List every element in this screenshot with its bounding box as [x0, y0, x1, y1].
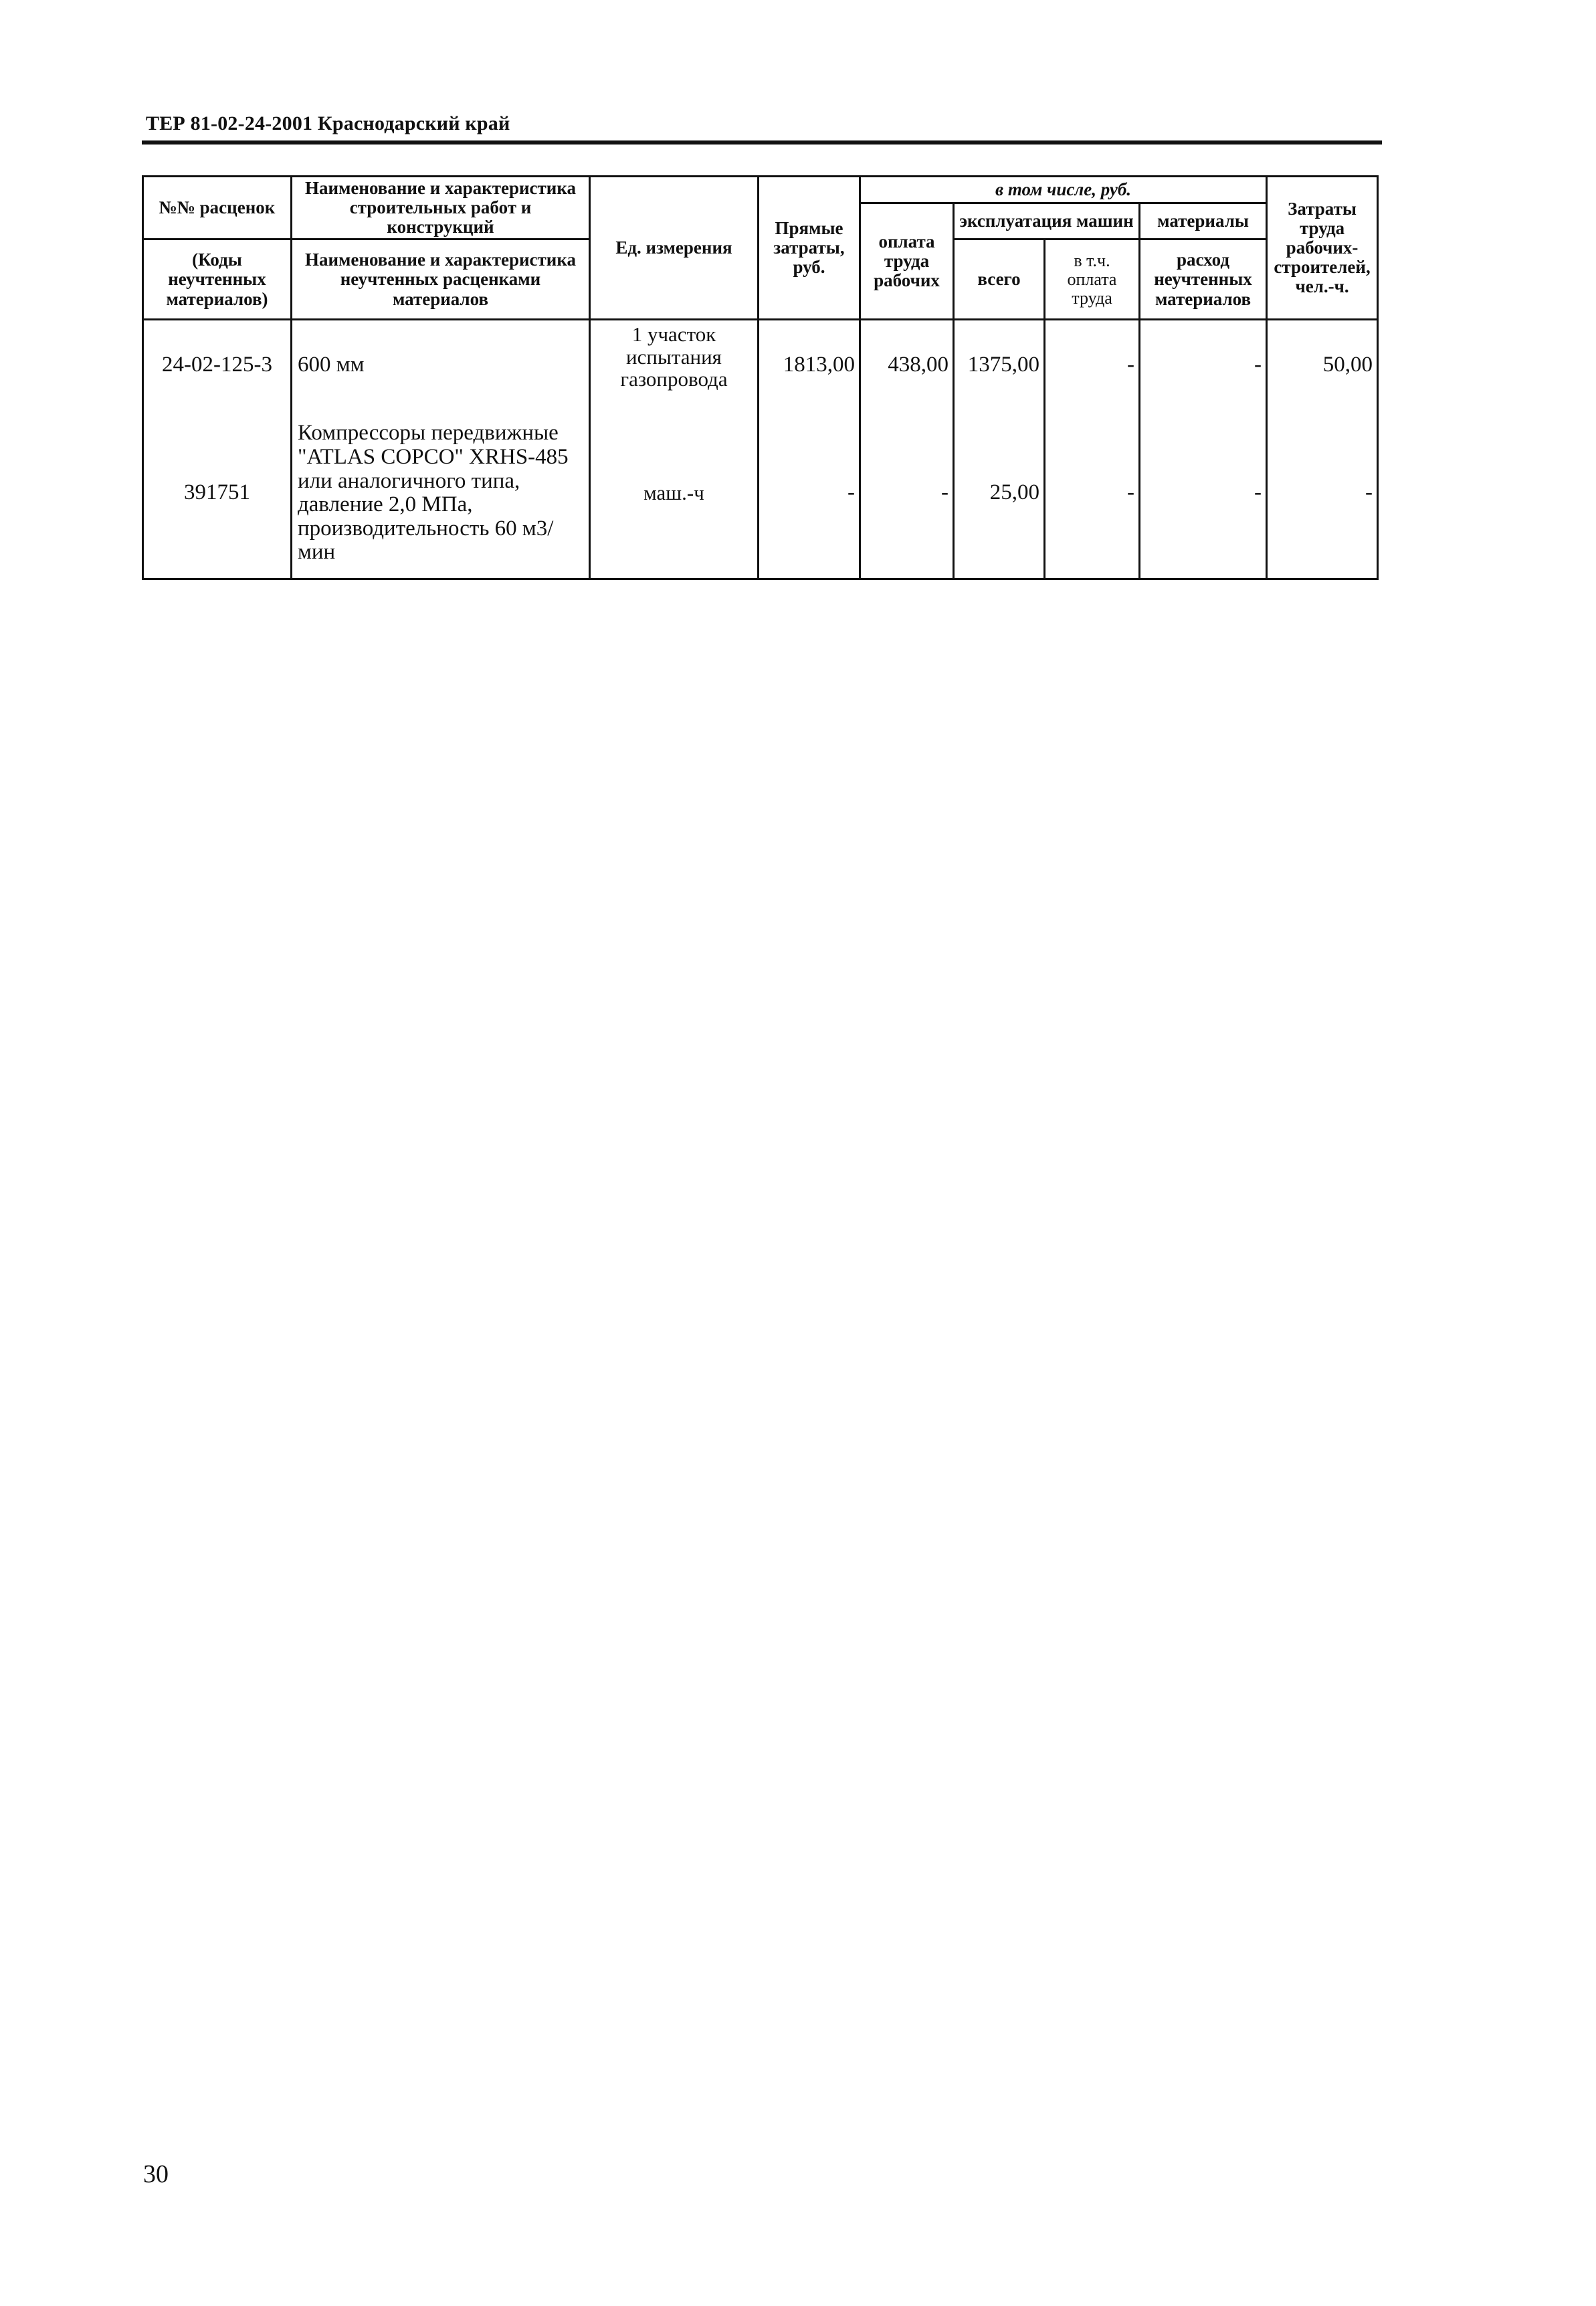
page-number: 30 — [143, 2160, 169, 2188]
header-labor-cost: Затраты труда рабочих-строителей, чел.-ч. — [1267, 177, 1378, 320]
header-labor-pay: оплата труда рабочих — [860, 203, 954, 320]
header-direct-costs: Прямые затраты, руб. — [759, 177, 860, 320]
row-code: 24-02-125-3 — [143, 320, 292, 408]
row-name: Компрессоры передвижные "ATLAS COPCO" XRHS-485 или аналогичного типа, давление 2,0 МПа, производительность 60 м3/мин — [292, 408, 590, 579]
header-code-top: №№ расценок — [143, 177, 292, 239]
document-header: ТЕР 81-02-24-2001 Краснодарский край — [146, 112, 510, 134]
header-unit: Ед. измерения — [590, 177, 759, 320]
header-including-group: в том числе, руб. — [860, 177, 1267, 203]
header-machines-total: всего — [954, 239, 1045, 320]
rates-table — [142, 175, 1379, 580]
header-materials-unaccounted: расход неучтенных материалов — [1140, 239, 1267, 320]
row-labor-pay: - — [860, 408, 954, 579]
row-labor-cost: 50,00 — [1267, 320, 1378, 408]
row-materials: - — [1140, 320, 1267, 408]
header-rule — [142, 140, 1382, 145]
row-labor-pay: 438,00 — [860, 320, 954, 408]
row-machines-total: 1375,00 — [954, 320, 1045, 408]
row-name: 600 мм — [292, 320, 590, 408]
row-machines-total: 25,00 — [954, 408, 1045, 579]
header-name-top: Наименование и характеристика строительных работ и конструкций — [292, 177, 590, 239]
table-row — [143, 320, 1378, 408]
row-code: 391751 — [143, 408, 292, 579]
header-materials-group: материалы — [1140, 203, 1267, 239]
row-machines-labor: - — [1045, 320, 1140, 408]
row-unit: 1 участок испытания газопровода — [590, 320, 759, 408]
row-unit: маш.-ч — [590, 408, 759, 579]
header-machines-group: эксплуатация машин — [954, 203, 1140, 239]
row-materials: - — [1140, 408, 1267, 579]
row-direct: - — [759, 408, 860, 579]
row-labor-cost: - — [1267, 408, 1378, 579]
table-row — [143, 408, 1378, 579]
header-machines-labor: в т.ч. оплата труда — [1045, 239, 1140, 320]
row-direct: 1813,00 — [759, 320, 860, 408]
row-machines-labor: - — [1045, 408, 1140, 579]
header-name-bottom: Наименование и характеристика неучтенных расценками материалов — [292, 239, 590, 320]
header-code-bottom: (Коды неучтенных материалов) — [143, 239, 292, 320]
